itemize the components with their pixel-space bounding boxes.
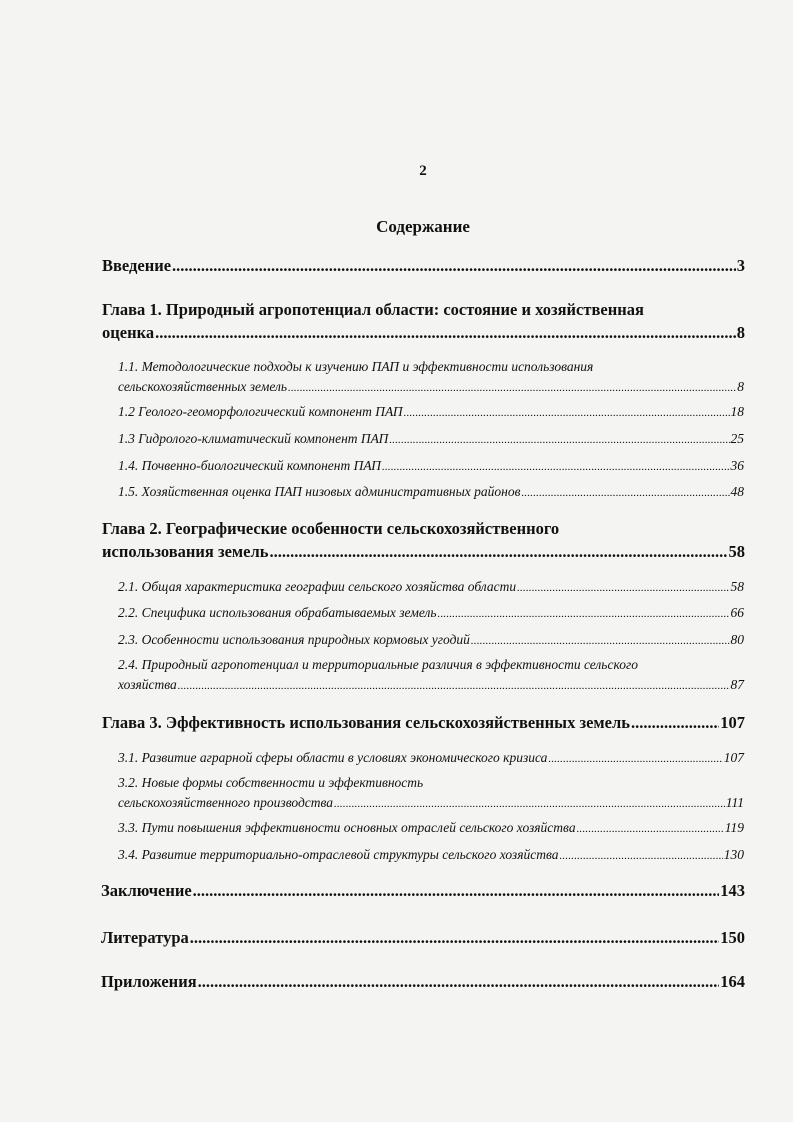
toc-entry-label: 2.2. Специфика использования обрабатываемых земель	[118, 605, 437, 620]
leader-dots	[190, 926, 719, 949]
toc-entry-label: Литература	[101, 928, 189, 947]
leader-dots	[382, 457, 730, 477]
toc-entry-1-2[interactable]	[118, 402, 744, 423]
leader-dots	[404, 403, 730, 423]
toc-entry-2-1[interactable]	[118, 577, 744, 598]
toc-entry-label: 2.3. Особенности использования природных кормовых угодий	[118, 632, 470, 647]
toc-entry-page: 58	[728, 542, 745, 561]
toc-entry-3-4[interactable]	[118, 845, 744, 866]
leader-dots	[471, 631, 730, 651]
toc-entry-label: 1.5. Хозяйственная оценка ПАП низовых административных районов	[118, 484, 521, 499]
toc-entry-page: 87	[730, 677, 744, 692]
toc-entry-label: сельскохозяйственных земель	[118, 379, 288, 394]
toc-entry-page: 130	[723, 847, 744, 862]
toc-title: Содержание	[376, 217, 470, 236]
toc-entry-label: 3.3. Пути повышения эффективности основных отраслей сельского хозяйства	[118, 820, 576, 835]
toc-entry-title-line: Глава 2. Географические особенности сельскохозяйственного	[102, 519, 560, 538]
toc-entry-appendices[interactable]	[101, 970, 745, 993]
toc-entry-label: 1.4. Почвенно-биологический компонент ПАП	[118, 458, 381, 473]
toc-entry-label: 1.3 Гидролого-климатический компонент ПАП	[118, 431, 389, 446]
leader-dots	[389, 430, 729, 450]
toc-entry-label: хозяйства	[118, 677, 177, 692]
toc-entry-1-3[interactable]	[118, 429, 744, 450]
toc-entry-page: 48	[730, 484, 744, 499]
leader-dots	[517, 578, 729, 598]
toc-entry-label: Приложения	[101, 972, 197, 991]
toc-entry-page: 66	[730, 605, 744, 620]
leader-dots	[155, 321, 736, 344]
leader-dots	[548, 749, 722, 769]
toc-entry-title-line: 1.1. Методологические подходы к изучению ПАП и эффективности использования	[118, 359, 594, 374]
leader-dots	[631, 711, 719, 734]
toc-entry-1-5[interactable]	[118, 482, 744, 503]
toc-entry-introduction[interactable]	[102, 254, 745, 277]
toc-entry-chapter-1[interactable]	[102, 298, 745, 344]
page-number: 2	[419, 163, 427, 179]
toc-entry-label: оценка	[102, 323, 155, 342]
leader-dots	[288, 378, 736, 398]
toc-entry-2-2[interactable]	[118, 603, 744, 624]
toc-entry-page: 18	[730, 404, 744, 419]
leader-dots	[521, 483, 729, 503]
toc-entry-page: 25	[730, 431, 744, 446]
toc-entry-3-1[interactable]	[118, 748, 744, 769]
toc-entry-label: 1.2 Геолого-геоморфологический компонент ПАП	[118, 404, 403, 419]
toc-entry-title-line: Глава 1. Природный агропотенциал области: состояние и хозяйственная	[102, 300, 644, 319]
leader-dots	[334, 794, 725, 814]
toc-entry-page: 164	[720, 972, 745, 991]
toc-entry-2-4[interactable]	[118, 655, 744, 696]
toc-entry-label: Заключение	[101, 881, 192, 900]
toc-entry-page: 8	[737, 379, 744, 394]
leader-dots	[178, 676, 730, 696]
toc-entry-page: 58	[730, 579, 744, 594]
toc-entry-page: 80	[730, 632, 744, 647]
leader-dots	[198, 970, 720, 993]
leader-dots	[577, 819, 724, 839]
toc-entry-label: Глава 3. Эффективность использования сельскохозяйственных земель	[102, 713, 630, 732]
toc-entry-page: 107	[720, 713, 745, 732]
toc-entry-page: 119	[724, 820, 744, 835]
toc-entry-chapter-3[interactable]	[102, 711, 745, 734]
toc-entry-label: сельскохозяйственного производства	[118, 795, 334, 810]
toc-entry-2-3[interactable]	[118, 630, 744, 651]
toc-entry-page: 36	[730, 458, 744, 473]
leader-dots	[438, 604, 730, 624]
toc-entry-title-line: 2.4. Природный агропотенциал и территориальные различия в эффективности сельского	[118, 657, 639, 672]
toc-entry-page: 150	[720, 928, 745, 947]
toc-entry-label: 2.1. Общая характеристика географии сельского хозяйства области	[118, 579, 517, 594]
toc-entry-title-line: 3.2. Новые формы собственности и эффективность	[118, 775, 424, 790]
toc-entry-page: 111	[725, 795, 744, 810]
toc-entry-3-3[interactable]	[118, 818, 744, 839]
toc-entry-1-1[interactable]	[118, 357, 744, 398]
leader-dots	[172, 254, 736, 277]
toc-entry-page: 143	[720, 881, 745, 900]
leader-dots	[193, 879, 720, 902]
toc-entry-label: 3.1. Развитие аграрной сферы области в условиях экономического кризиса	[118, 750, 548, 765]
toc-entry-page: 3	[736, 256, 745, 275]
toc-entry-3-2[interactable]	[118, 773, 744, 814]
toc-entry-page: 8	[736, 323, 745, 342]
leader-dots	[269, 540, 727, 563]
toc-entry-chapter-2[interactable]	[102, 517, 745, 563]
toc-entry-label: использования земель	[102, 542, 269, 561]
leader-dots	[559, 846, 722, 866]
toc-entry-1-4[interactable]	[118, 456, 744, 477]
toc-entry-label: Введение	[102, 256, 172, 275]
toc-entry-literature[interactable]	[101, 926, 745, 949]
toc-entry-label: 3.4. Развитие территориально-отраслевой структуры сельского хозяйства	[118, 847, 559, 862]
toc-entry-conclusion[interactable]	[101, 879, 745, 902]
toc-entry-page: 107	[723, 750, 744, 765]
